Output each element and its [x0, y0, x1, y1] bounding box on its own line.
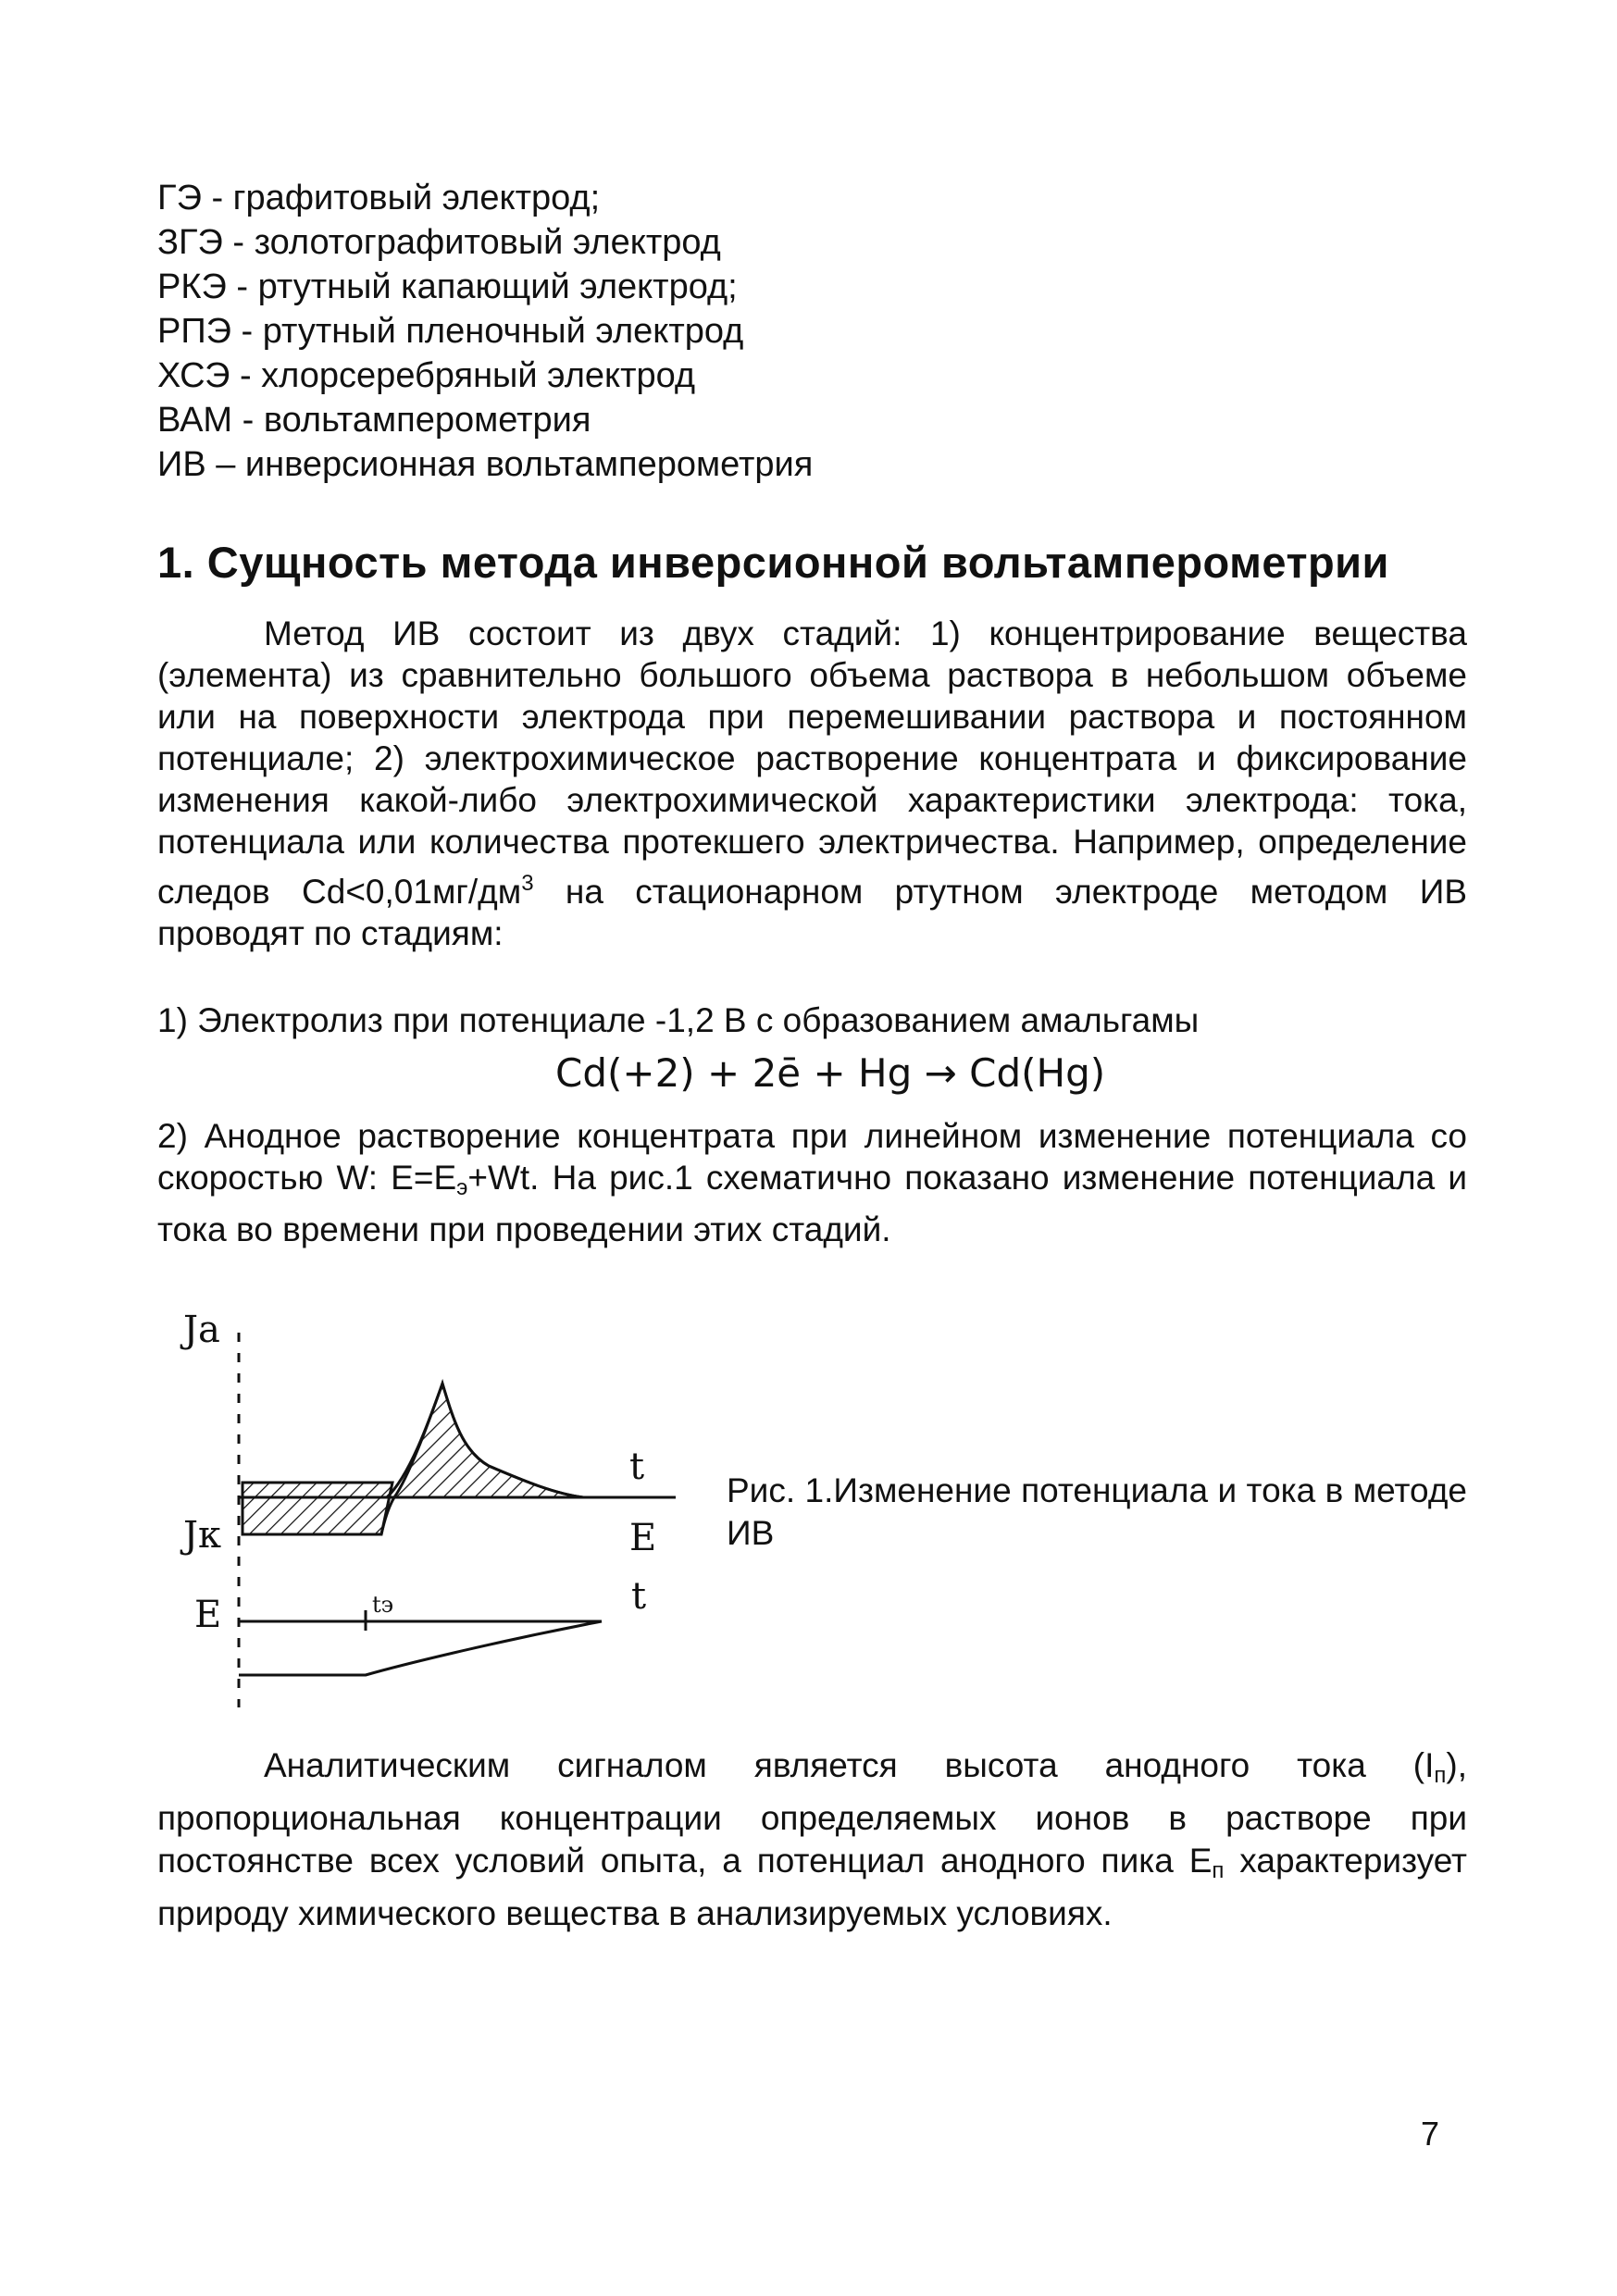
- label-e-left: E: [194, 1594, 222, 1636]
- label-te: tэ: [372, 1592, 394, 1618]
- section-heading: 1. Сущность метода инверсионной вольтамперометрии: [157, 538, 1389, 587]
- subscript: п: [1434, 1763, 1447, 1788]
- step-two-text: 2) Анодное растворение концентрата при линейном изменение потенциала со скоростью W: E=E: [157, 1117, 1467, 1197]
- subscript: п: [1212, 1858, 1225, 1883]
- label-jk: Jк: [183, 1514, 222, 1557]
- label-t-bottom: t: [631, 1575, 647, 1618]
- cathodic-current-area: [243, 1483, 392, 1534]
- method-text: Метод ИВ состоит из двух стадий: 1) концентрирование вещества (элемента) из сравнительно большого объема раствора в небольшом объеме или на поверхности электрода при перемешивании раствора и постоянном потенциале; 2) электрохимическое растворение концентрата и фиксирование изменения какой-либо электрохимической характеристики электрода: тока, потенциала или количества протекшего электричества. Например, определение следов Cd<0,01мг/дм: [157, 614, 1467, 911]
- abbreviation-item: ГЭ - графитовый электрод;: [157, 179, 601, 217]
- abbreviation-list: [157, 176, 1361, 487]
- abbreviation-item: ИВ – инверсионная вольтамперометрия: [157, 445, 814, 484]
- signal-text-continued: ), пропорциональная концентрации определяемых ионов в растворе при постоянстве всех условий опыта, а потенциал анодного пика E: [157, 1746, 1467, 1880]
- abbreviation-item: ХСЭ - хлорсеребряный электрод: [157, 356, 696, 395]
- analytical-signal-paragraph: [157, 1744, 1467, 1935]
- step-two: [157, 1115, 1467, 1250]
- reaction-equation: Cd(+2) + 2ē + Hg → Cd(Hg): [555, 1050, 1106, 1096]
- subscript: э: [456, 1175, 468, 1200]
- potential-current-figure: [167, 1286, 703, 1721]
- method-paragraph: [157, 613, 1467, 954]
- superscript: 3: [521, 871, 534, 896]
- abbreviation-item: РПЭ - ртутный пленочный электрод: [157, 312, 744, 351]
- label-t-top: t: [629, 1446, 645, 1488]
- abbreviation-item: ВАМ - вольтамперометрия: [157, 401, 591, 440]
- step-one: 1) Электролиз при потенциале -1,2 В с образованием амальгамы: [157, 1001, 1200, 1039]
- signal-text-end: характеризует природу химического вещества в анализируемых условиях.: [157, 1842, 1468, 1932]
- method-text-continued: на стационарном ртутном электроде методом ИВ проводят по стадиям:: [157, 873, 1467, 952]
- potential-curve: [239, 1621, 602, 1675]
- step-two-text-continued: +Wt. На рис.1 схематично показано изменение потенциала и тока во времени при проведении этих стадий.: [157, 1159, 1467, 1248]
- label-e-right: E: [629, 1517, 657, 1559]
- label-ja: Jа: [183, 1309, 220, 1351]
- abbreviation-item: ЗГЭ - золотографитовый электрод: [157, 223, 721, 262]
- page-number: 7: [1421, 2115, 1440, 2153]
- signal-text: Аналитическим сигналом является высота анодного тока (I: [264, 1746, 1435, 1784]
- abbreviation-item: РКЭ - ртутный капающий электрод;: [157, 267, 738, 306]
- anodic-peak-area: [387, 1384, 583, 1497]
- figure-caption: Рис. 1.Изменение потенциала и тока в методе ИВ: [727, 1471, 1467, 1552]
